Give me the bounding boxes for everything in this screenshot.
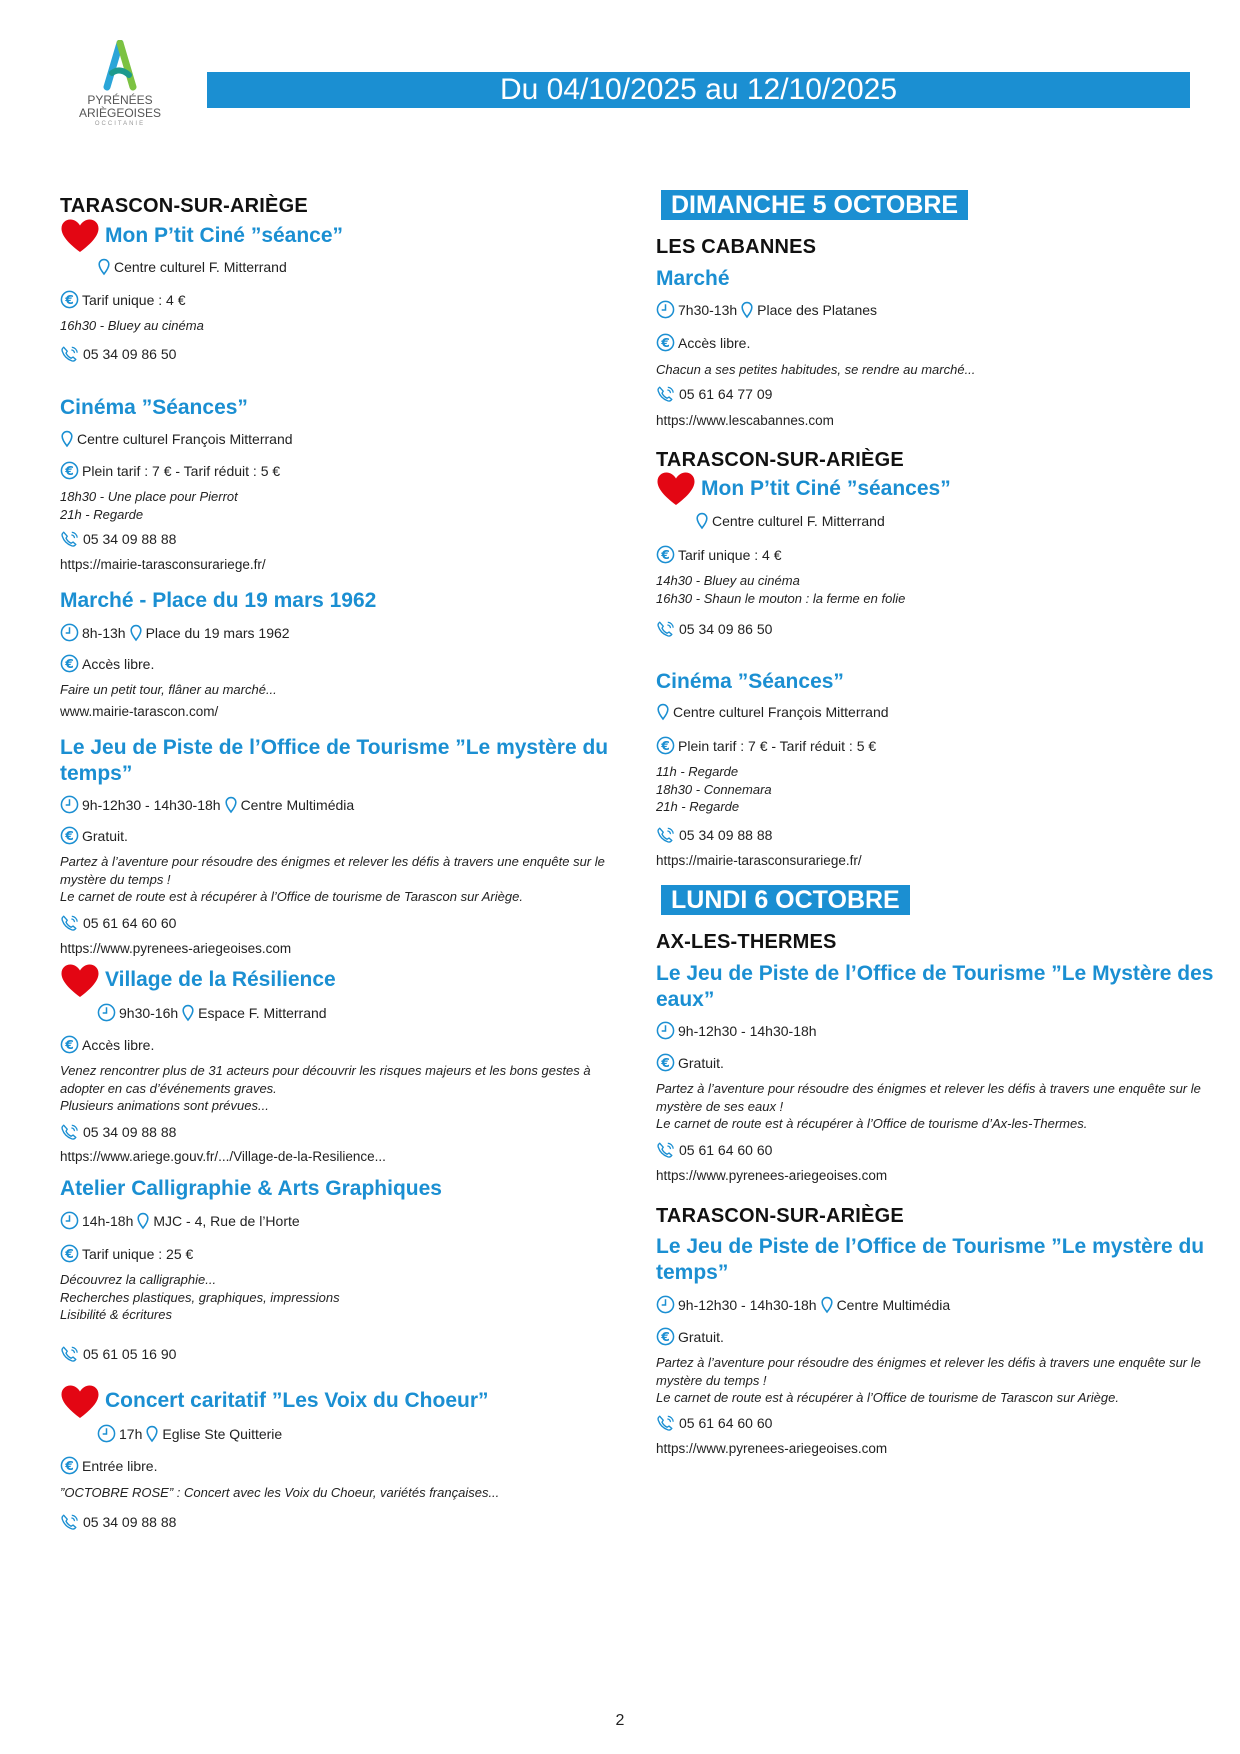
event-price: Plein tarif : 7 € - Tarif réduit : 5 € (60, 461, 280, 480)
event-price: Tarif unique : 4 € (60, 290, 186, 309)
event-url[interactable]: https://mairie-tarasconsurariege.fr/ (656, 853, 862, 868)
location-pin-icon (656, 703, 670, 721)
euro-icon (60, 1456, 79, 1475)
brand-logo (70, 40, 170, 140)
heart-icon (60, 1384, 100, 1420)
clock-icon (60, 623, 79, 642)
euro-icon (656, 545, 675, 564)
event-description: 11h - Regarde 18h30 - Connemara 21h - Regarde (656, 764, 772, 814)
event-price: Gratuit. (60, 826, 128, 845)
event-title[interactable]: Le Jeu de Piste de l’Office de Tourisme ”Le Mystère des eaux” (656, 962, 1214, 1011)
event-price: Accès libre. (656, 333, 750, 352)
event-location: Centre culturel François Mitterrand (656, 703, 889, 721)
event-price: Accès libre. (60, 1035, 154, 1054)
event-phone[interactable]: 05 34 09 88 88 (656, 826, 772, 844)
event-phone[interactable]: 05 34 09 88 88 (60, 1513, 176, 1531)
date-range-banner: Du 04/10/2025 au 12/10/2025 (207, 72, 1190, 108)
location-pin-icon (695, 512, 709, 530)
location-pin-icon (60, 430, 74, 448)
event-title[interactable]: Mon P’tit Ciné ”séance” (105, 224, 344, 247)
event-time-location: 14h-18h MJC - 4, Rue de l’Horte (60, 1211, 300, 1230)
clock-icon (97, 1424, 116, 1443)
page-number: 2 (615, 1712, 625, 1729)
event-title[interactable]: Cinéma ”Séances” (60, 396, 248, 419)
logo-a-icon (100, 40, 140, 92)
phone-icon (60, 1123, 80, 1141)
event-description: 16h30 - Bluey au cinéma (60, 318, 204, 333)
clock-icon (656, 1295, 675, 1314)
event-time-location: 9h30-16h Espace F. Mitterrand (97, 1003, 327, 1022)
event-price: Plein tarif : 7 € - Tarif réduit : 5 € (656, 736, 876, 755)
euro-icon (60, 654, 79, 673)
event-url[interactable]: https://www.lescabannes.com (656, 413, 834, 428)
clock-icon (97, 1003, 116, 1022)
event-description: 18h30 - Une place pour Pierrot 21h - Regarde (60, 489, 238, 522)
event-title[interactable]: Concert caritatif ”Les Voix du Choeur” (105, 1389, 489, 1412)
event-price: Entrée libre. (60, 1456, 157, 1475)
phone-icon (60, 914, 80, 932)
event-description: Venez rencontrer plus de 31 acteurs pour découvrir les risques majeurs et les bons gestes à adopter en cas d’événements graves. Plusieurs animations sont prévues... (60, 1063, 591, 1113)
event-url[interactable]: https://www.pyrenees-ariegeoises.com (656, 1168, 888, 1183)
event-time-location: 9h-12h30 - 14h30-18h Centre Multimédia (60, 795, 354, 814)
heart-icon (60, 963, 100, 999)
event-description: Partez à l’aventure pour résoudre des énigmes et relever les défis à travers une enquête sur le mystère du temps ! Le carnet de route est à récupérer à l’Office de tourisme de Tarascon sur Ariège. (60, 854, 605, 904)
event-phone[interactable]: 05 34 09 88 88 (60, 530, 176, 548)
location-pin-icon (224, 796, 238, 814)
euro-icon (60, 826, 79, 845)
event-title[interactable]: Le Jeu de Piste de l’Office de Tourisme ”Le mystère du temps” (60, 736, 609, 785)
heart-icon (60, 218, 100, 254)
location-pin-icon (181, 1004, 195, 1022)
event-phone[interactable]: 05 34 09 86 50 (656, 620, 772, 638)
event-description: Découvrez la calligraphie... Recherches plastiques, graphiques, impressions Lisibilité & écritures (60, 1272, 340, 1322)
event-phone[interactable]: 05 61 05 16 90 (60, 1345, 176, 1363)
phone-icon (60, 1513, 80, 1531)
event-price: Gratuit. (656, 1053, 724, 1072)
event-location: Centre culturel F. Mitterrand (97, 258, 287, 276)
city-heading: LES CABANNES (656, 236, 817, 258)
event-url[interactable]: https://www.pyrenees-ariegeoises.com (656, 1441, 888, 1456)
event-description: Chacun a ses petites habitudes, se rendre au marché... (656, 362, 976, 377)
euro-icon (656, 1327, 675, 1346)
event-price: Accès libre. (60, 654, 154, 673)
euro-icon (60, 461, 79, 480)
logo-text-line2: ARIÈGEOISES (78, 106, 162, 120)
event-url[interactable]: https://www.ariege.gouv.fr/.../Village-de-la-Resilience... (60, 1149, 386, 1164)
clock-icon (656, 300, 675, 319)
event-title[interactable]: Le Jeu de Piste de l’Office de Tourisme ”Le mystère du temps” (656, 1235, 1205, 1284)
city-heading: TARASCON-SUR-ARIÈGE (60, 195, 308, 217)
event-phone[interactable]: 05 61 64 60 60 (656, 1414, 772, 1432)
location-pin-icon (97, 258, 111, 276)
logo-text-line3: OCCITANIE (94, 121, 146, 127)
event-title[interactable]: Cinéma ”Séances” (656, 670, 844, 693)
city-heading: TARASCON-SUR-ARIÈGE (656, 449, 904, 471)
event-phone[interactable]: 05 61 64 60 60 (656, 1141, 772, 1159)
event-title[interactable]: Marché (656, 267, 730, 290)
location-pin-icon (145, 1425, 159, 1443)
event-time-location: 17h Eglise Ste Quitterie (97, 1424, 282, 1443)
location-pin-icon (740, 301, 754, 319)
phone-icon (60, 345, 80, 363)
day-heading: LUNDI 6 OCTOBRE (661, 885, 910, 915)
event-description: Partez à l’aventure pour résoudre des énigmes et relever les défis à travers une enquête sur le mystère de ses eaux ! Le carnet de route est à récupérer à l’Office de tourisme d’Ax-les-Thermes. (656, 1081, 1201, 1131)
location-pin-icon (820, 1296, 834, 1314)
phone-icon (656, 1141, 676, 1159)
city-heading: TARASCON-SUR-ARIÈGE (656, 1205, 904, 1227)
event-title[interactable]: Atelier Calligraphie & Arts Graphiques (60, 1177, 442, 1200)
clock-icon (60, 795, 79, 814)
event-phone[interactable]: 05 61 64 60 60 (60, 914, 176, 932)
euro-icon (656, 1053, 675, 1072)
heart-icon (656, 471, 696, 507)
event-phone[interactable]: 05 61 64 77 09 (656, 385, 772, 403)
logo-text-line1: PYRÉNÉES (87, 93, 153, 107)
phone-icon (60, 530, 80, 548)
phone-icon (656, 1414, 676, 1432)
event-description: Partez à l’aventure pour résoudre des énigmes et relever les défis à travers une enquête sur le mystère du temps ! Le carnet de route est à récupérer à l’Office de tourisme de Tarascon sur Ariège. (656, 1355, 1201, 1405)
event-time-location: 7h30-13h Place des Platanes (656, 300, 877, 319)
event-price: Tarif unique : 25 € (60, 1244, 193, 1263)
phone-icon (656, 826, 676, 844)
event-description: Faire un petit tour, flâner au marché... (60, 682, 277, 697)
phone-icon (656, 620, 676, 638)
day-heading: DIMANCHE 5 OCTOBRE (661, 190, 968, 220)
event-url[interactable]: https://www.pyrenees-ariegeoises.com (60, 941, 292, 956)
location-pin-icon (129, 624, 143, 642)
location-pin-icon (136, 1212, 150, 1230)
city-heading: AX-LES-THERMES (656, 931, 837, 953)
event-title[interactable]: Marché - Place du 19 mars 1962 (60, 589, 377, 612)
event-location: Centre culturel François Mitterrand (60, 430, 293, 448)
euro-icon (656, 333, 675, 352)
event-description: ”OCTOBRE ROSE” : Concert avec les Voix du Choeur, variétés françaises... (60, 1485, 500, 1500)
phone-icon (60, 1345, 80, 1363)
phone-icon (656, 385, 676, 403)
event-price: Gratuit. (656, 1327, 724, 1346)
clock-icon (60, 1211, 79, 1230)
event-title[interactable]: Mon P’tit Ciné ”séances” (701, 477, 951, 500)
event-location: Centre culturel F. Mitterrand (695, 512, 885, 530)
event-price: Tarif unique : 4 € (656, 545, 782, 564)
event-time-location: 9h-12h30 - 14h30-18h Centre Multimédia (656, 1295, 950, 1314)
clock-icon (656, 1021, 675, 1040)
euro-icon (656, 736, 675, 755)
euro-icon (60, 1244, 79, 1263)
event-phone[interactable]: 05 34 09 86 50 (60, 345, 176, 363)
event-time-location: 8h-13h Place du 19 mars 1962 (60, 623, 290, 642)
event-url[interactable]: https://mairie-tarasconsurariege.fr/ (60, 557, 266, 572)
event-phone[interactable]: 05 34 09 88 88 (60, 1123, 176, 1141)
event-title[interactable]: Village de la Résilience (105, 968, 336, 991)
euro-icon (60, 290, 79, 309)
event-time: 9h-12h30 - 14h30-18h (656, 1021, 817, 1040)
event-description: 14h30 - Bluey au cinéma 16h30 - Shaun le mouton : la ferme en folie (656, 573, 906, 606)
euro-icon (60, 1035, 79, 1054)
event-url[interactable]: www.mairie-tarascon.com/ (60, 704, 219, 719)
